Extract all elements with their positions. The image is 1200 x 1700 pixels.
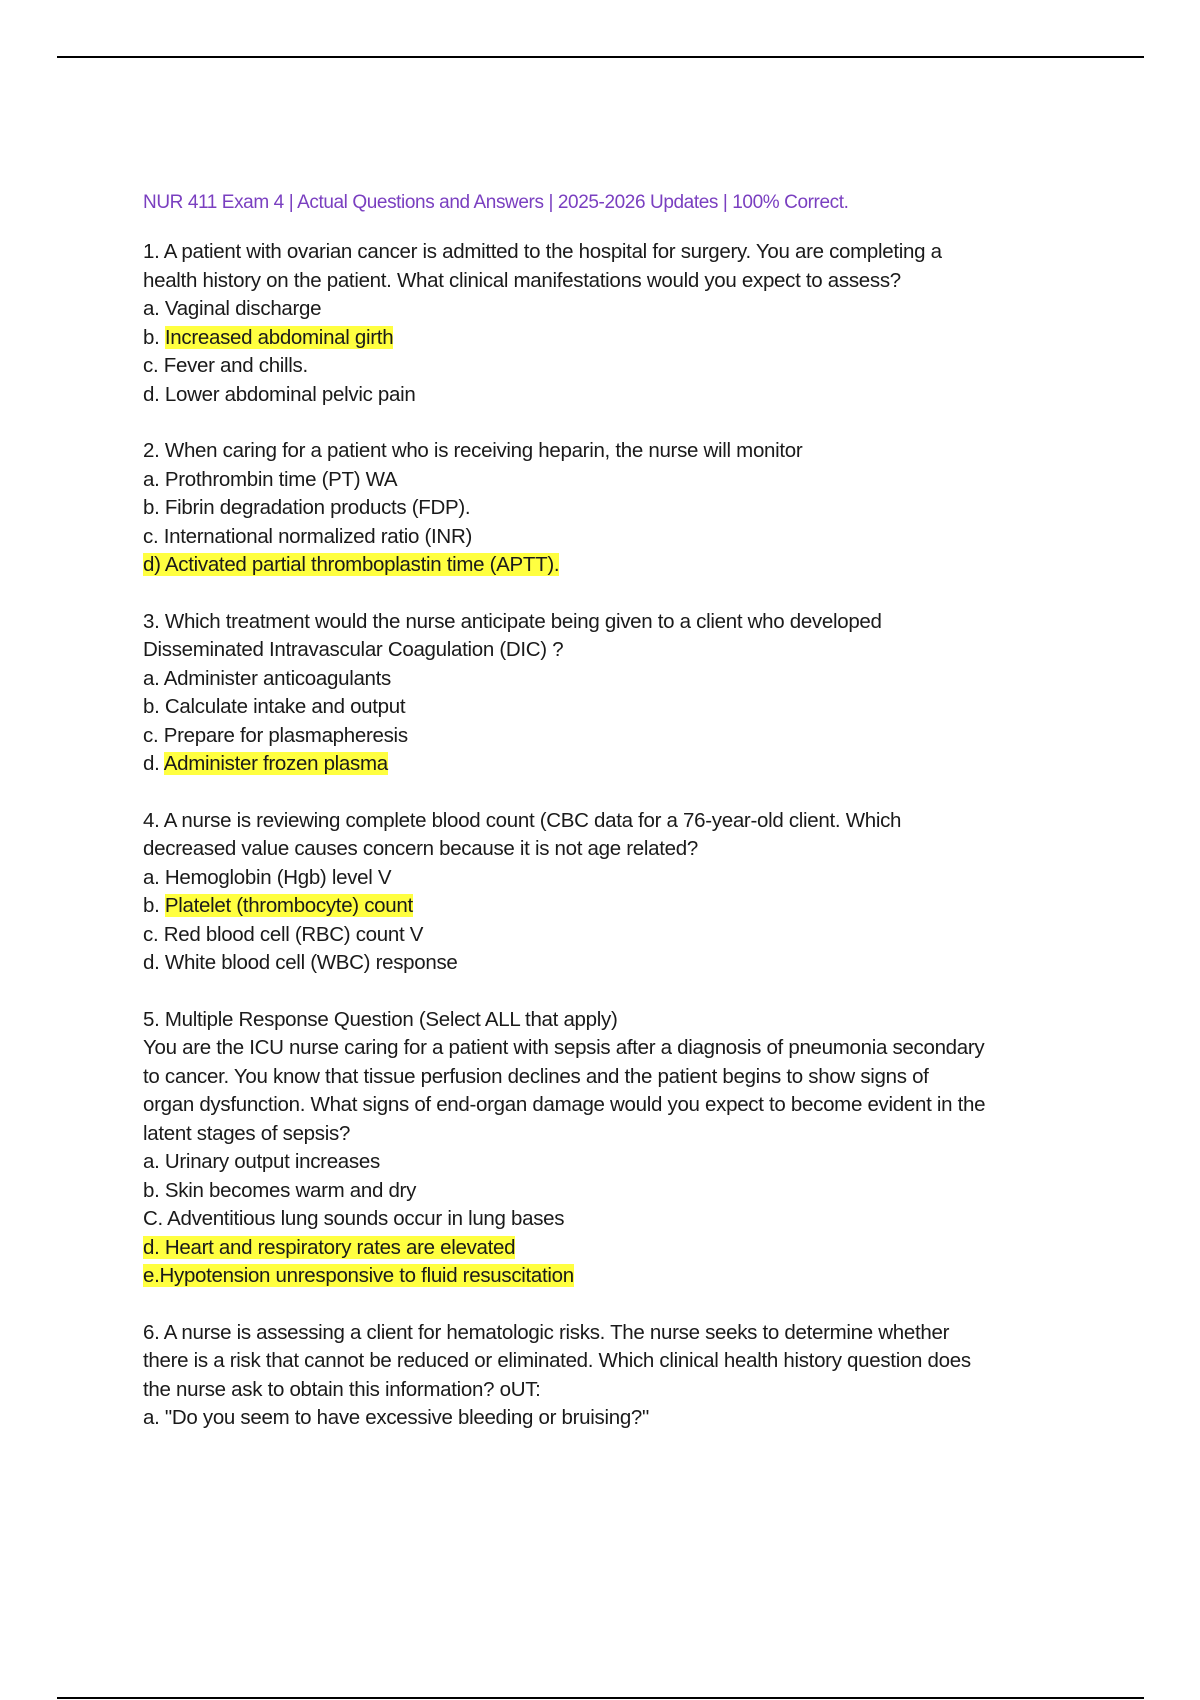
bottom-rule [57,1697,1144,1699]
answer-option-a [143,665,1083,694]
question-stem-line: 2. When caring for a patient who is receiving heparin, the nurse will monitor [143,439,803,462]
option-prefix: c. [143,922,164,946]
question-6 [143,1319,1083,1433]
option-text: Lower abdominal pelvic pain [164,382,416,406]
answer-option-b [143,324,1083,353]
question-stem-line: latent stages of sepsis? [143,1121,351,1145]
answer-option-a [143,864,1083,893]
option-text: Hemoglobin (Hgb) level V [164,865,392,889]
option-text: Urinary output increases [164,1150,380,1173]
question-stem-line: 6. A nurse is assessing a client for hematologic risks. The nurse seeks to determine whether [143,1320,950,1344]
question-5 [143,1006,1083,1291]
question-stem-line: health history on the patient. What clinical manifestations would you expect to assess? [143,268,901,292]
document-title: NUR 411 Exam 4 | Actual Questions and Answers | 2025-2026 Updates | 100% Correct. [143,192,849,213]
answer-option-a [143,1148,1083,1177]
question-stem-line: You are the ICU nurse caring for a patient with sepsis after a diagnosis of pneumonia secondary [143,1036,985,1059]
option-prefix: a. [143,297,165,320]
option-text: Activated partial thromboplastin time (APTT). [164,553,560,576]
question-stem-line: decreased value causes concern because it is not age related? [143,837,698,860]
option-text: Vaginal discharge [164,297,322,320]
option-prefix: a. [143,1406,165,1429]
option-prefix: e. [143,1264,160,1287]
option-prefix: d. [143,951,165,974]
option-text: Adventitious lung sounds occur in lung bases [167,1207,565,1230]
option-prefix: a. [143,467,165,491]
option-text: International normalized ratio (INR) [163,524,472,548]
question-stem-line: organ dysfunction. What signs of end-organ damage would you expect to become evident in the [143,1093,986,1116]
answer-option-a [143,466,1083,495]
option-prefix: c. [143,723,164,747]
option-text: Prothrombin time (PT) WA [164,467,398,491]
question-stem-line: 5. Multiple Response Question (Select ALL that apply) [143,1007,618,1031]
highlighted-answer [143,553,559,576]
answer-option-b [143,892,1083,921]
option-prefix: b. [143,695,165,718]
answer-option-d [143,551,1083,580]
question-stem-line: there is a risk that cannot be reduced or eliminated. Which clinical health history question does [143,1349,971,1372]
top-rule [57,56,1144,58]
option-prefix: a. [143,666,164,690]
answer-option-c [143,1205,1083,1234]
question-stem-line: to cancer. You know that tissue perfusion declines and the patient begins to show signs of [143,1064,929,1088]
answer-option-c [143,722,1083,751]
option-text: "Do you seem to have excessive bleeding or bruising?" [164,1406,650,1429]
answer-option-a [143,1404,1083,1433]
option-text: Fever and chills. [163,354,308,377]
option-prefix: d. [143,382,165,406]
answer-option-e [143,1262,1083,1291]
option-text: Skin becomes warm and dry [164,1178,417,1202]
option-prefix: b. [143,894,165,917]
option-prefix: d) [143,553,165,576]
option-prefix: d. [143,752,164,775]
answer-option-d [143,1234,1083,1263]
option-text: Fibrin degradation products (FDP). [164,496,471,519]
option-prefix: b. [143,325,165,349]
option-text: Red blood cell (RBC) count V [163,922,424,946]
option-prefix: C. [143,1207,168,1230]
question-stem-line: 1. A patient with ovarian cancer is admitted to the hospital for surgery. You are completing a [143,240,942,263]
answer-option-b [143,1177,1083,1206]
question-stem-line: the nurse ask to obtain this information? oUT: [143,1377,541,1401]
option-prefix: c. [143,524,164,548]
highlighted-answer: Administer frozen plasma [163,752,388,775]
option-text: White blood cell (WBC) response [164,951,458,974]
highlighted-answer [143,1236,515,1259]
answer-option-d [143,750,1083,779]
option-prefix: b. [143,496,165,519]
option-prefix: a. [143,865,165,889]
option-text: Prepare for plasmapheresis [163,723,408,747]
question-2 [143,437,1083,580]
option-text: Administer anticoagulants [163,666,392,690]
question-stem-line: Disseminated Intravascular Coagulation (DIC) ? [143,638,564,661]
question-stem-line: 3. Which treatment would the nurse anticipate being given to a client who developed [143,609,882,633]
answer-option-c [143,523,1083,552]
answer-option-c [143,921,1083,950]
question-4 [143,807,1083,978]
question-3 [143,608,1083,779]
answer-option-b [143,494,1083,523]
option-text: Heart and respiratory rates are elevated [164,1235,516,1259]
option-prefix: c. [143,354,164,377]
highlighted-answer: Increased abdominal girth [164,325,394,349]
answer-option-b [143,693,1083,722]
answer-option-d [143,949,1083,978]
answer-option-a [143,295,1083,324]
option-prefix: a. [143,1150,165,1173]
answer-option-d [143,381,1083,410]
question-1 [143,238,1083,409]
document-body [143,188,1083,1461]
option-prefix: d. [143,1235,165,1259]
option-text: Hypotension unresponsive to fluid resuscitation [159,1264,574,1287]
option-text: Calculate intake and output [164,695,406,718]
answer-option-c [143,352,1083,381]
option-prefix: b. [143,1178,165,1202]
highlighted-answer [143,1264,574,1287]
question-stem-line: 4. A nurse is reviewing complete blood count (CBC data for a 76-year-old client. Which [143,808,902,832]
highlighted-answer: Platelet (thrombocyte) count [164,894,413,917]
